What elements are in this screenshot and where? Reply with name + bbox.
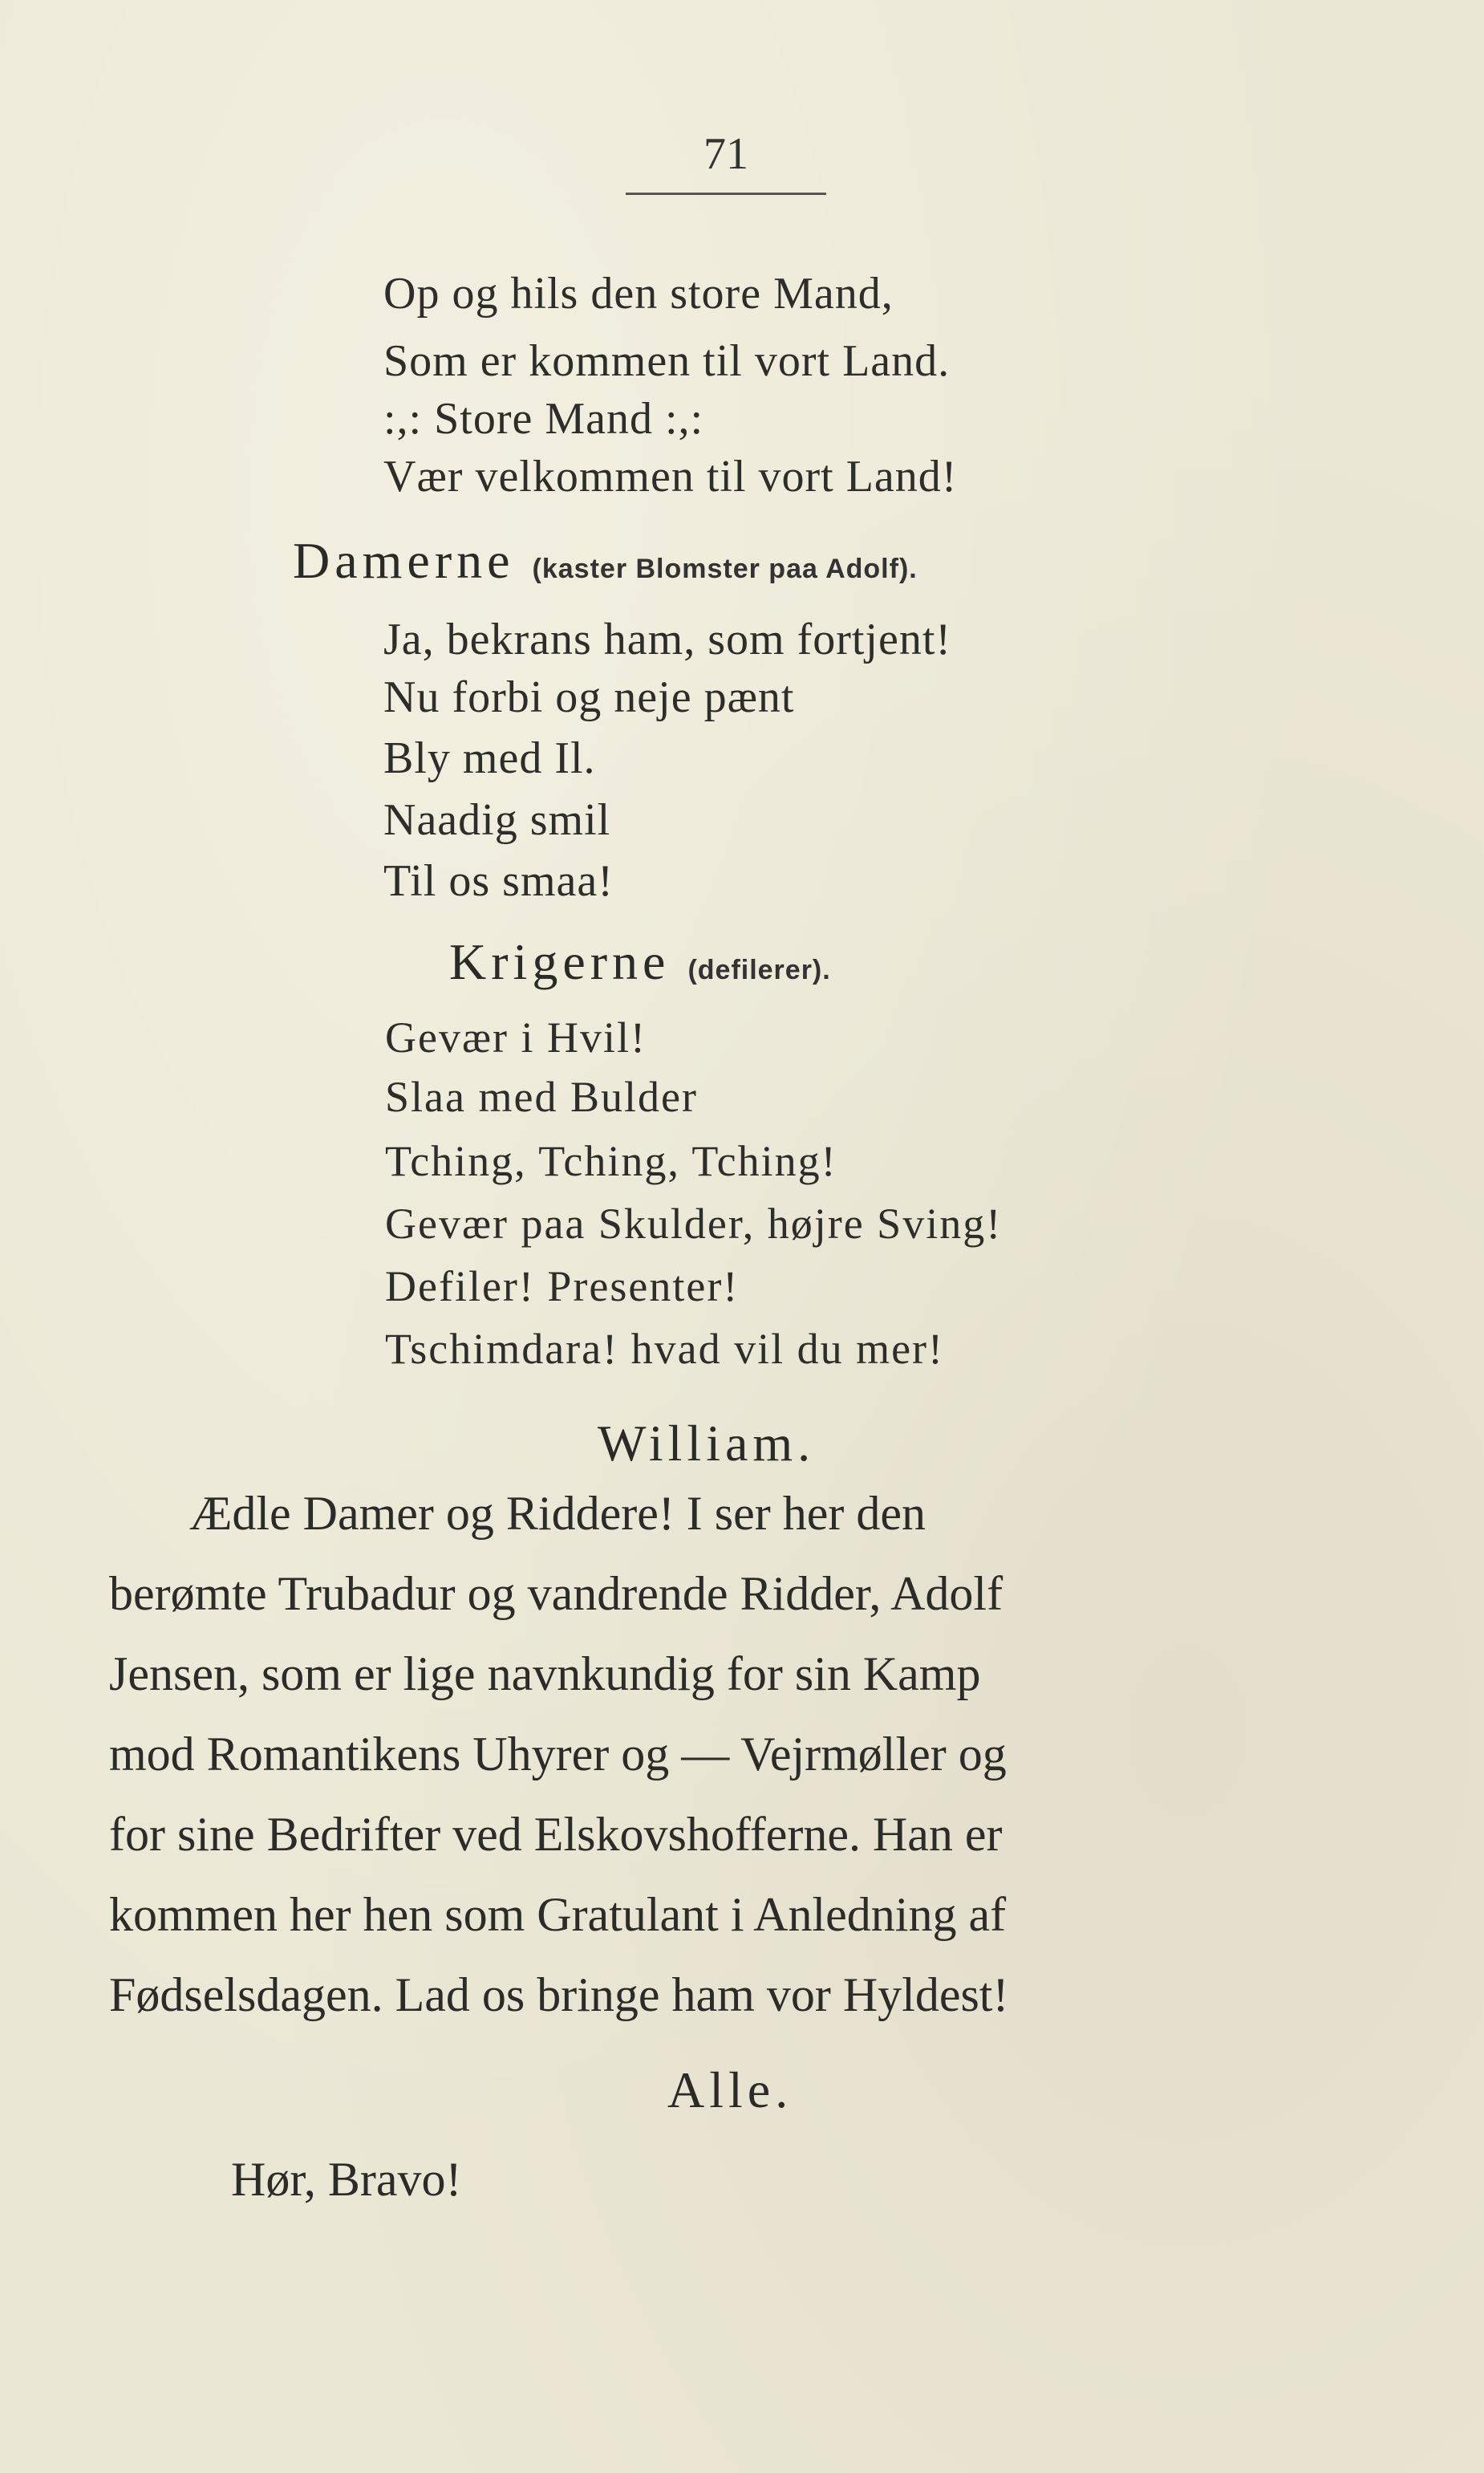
prose-line: for sine Bedrifter ved Elskovshofferne. Han er bbox=[109, 1808, 1003, 1861]
verse-line: Bly med Il. bbox=[383, 733, 596, 783]
prose-line: berømte Trubadur og vandrende Ridder, Adolf bbox=[109, 1567, 1004, 1620]
speaker-name: Damerne bbox=[293, 532, 515, 589]
speaker-william bbox=[598, 1414, 815, 1473]
speaker-name: Krigerne bbox=[449, 933, 671, 990]
verse-line: Naadig smil bbox=[383, 795, 611, 845]
prose-line: mod Romantikens Uhyrer og — Vejrmøller og bbox=[109, 1728, 1007, 1781]
verse-line: :,: Store Mand :,: bbox=[383, 394, 704, 444]
verse-line: Tschimdara! hvad vil du mer! bbox=[385, 1325, 945, 1373]
verse-line: Slaa med Bulder bbox=[385, 1073, 698, 1121]
verse-line: Gevær paa Skulder, højre Sving! bbox=[385, 1200, 1003, 1248]
verse-line: Nu forbi og neje pænt bbox=[383, 672, 795, 722]
verse-line: Ja, bekrans ham, som fortjent! bbox=[383, 615, 952, 664]
closing-line: Hør, Bravo! bbox=[231, 2153, 462, 2206]
prose-line: Jensen, som er lige navnkundig for sin Kamp bbox=[109, 1647, 981, 1700]
verse-line: Defiler! Presenter! bbox=[385, 1262, 740, 1310]
stage-direction: (kaster Blomster paa Adolf). bbox=[532, 554, 918, 584]
verse-line: Gevær i Hvil! bbox=[385, 1013, 647, 1062]
speaker-damerne bbox=[293, 531, 918, 591]
prose-line: kommen her hen som Gratulant i Anledning af bbox=[109, 1888, 1007, 1941]
verse-line: Til os smaa! bbox=[383, 856, 614, 906]
verse-line: Vær velkommen til vort Land! bbox=[383, 452, 958, 502]
verse-line: Som er kommen til vort Land. bbox=[383, 336, 951, 386]
page-number: 71 bbox=[703, 129, 748, 179]
speaker-name: Alle. bbox=[667, 2061, 793, 2118]
speaker-alle bbox=[667, 2061, 793, 2120]
stage-direction: (defilerer). bbox=[687, 955, 831, 985]
speaker-krigerne bbox=[449, 932, 831, 992]
verse-line: Op og hils den store Mand, bbox=[383, 269, 894, 319]
prose-line: Fødselsdagen. Lad os bringe ham vor Hyldest! bbox=[109, 1968, 1009, 2021]
page-number-rule bbox=[626, 193, 826, 195]
verse-line: Tching, Tching, Tching! bbox=[385, 1137, 837, 1185]
speaker-name: William. bbox=[598, 1415, 816, 1472]
prose-line: Ædle Damer og Riddere! I ser her den bbox=[189, 1487, 926, 1540]
